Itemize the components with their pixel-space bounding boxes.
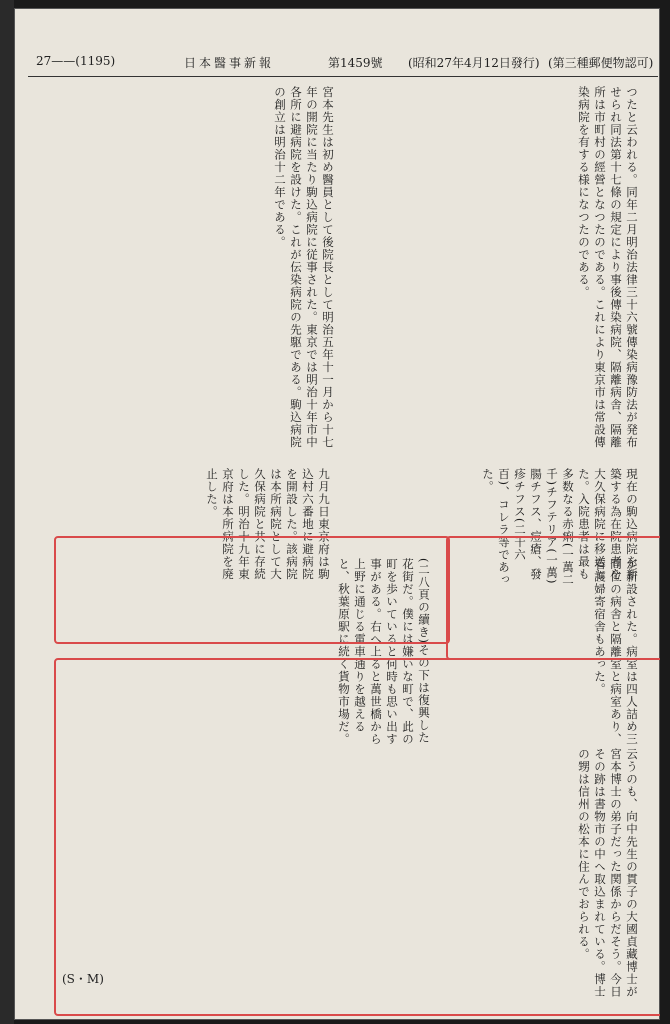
text-block-4-content: 現在の駒込病院を新築する為在院患者を大久保病院に移送した。入院患者は最も多数なる赤痢(一萬二千)チフテリア(一萬)腸チフス、痘瘡、發疹チフス(二千六百)、コレラ等であった。: [481, 468, 639, 586]
red-annotation-box: [446, 536, 660, 660]
red-annotation-box: [54, 536, 450, 644]
text-block-6-content: が新設された。病室は四人詰め三間位の病舎と隔離室と病室あり、看護婦寄宿舎もあった。: [593, 558, 639, 746]
journal-title: 日本醫事新報: [184, 56, 275, 70]
newspaper-page: [14, 8, 660, 1020]
page-header: [28, 46, 658, 77]
text-block-2-content: つたと云われる。同年二月明治法律三十六號傳染病豫防法が発布せられ同法第十七條の規定により事後傳染病院、隔離病舎、隔離所は市町村の經營となつたのである。これにより東京市は常設傳染病院を有する様になつたのである。: [577, 86, 639, 449]
page-gutter-shadow: [0, 0, 14, 1024]
text-block-7-content: 云うのも、向中先生の貫子の大國貞藏博士が宮本博士の弟子だった関係からだそう。今日その跡は書物市の中へ取込まれている。博士の甥は信州の松本に住んでおられる。: [577, 748, 639, 998]
page-number: 27——(1195): [36, 54, 116, 68]
issue-number: 第1459號: [328, 56, 383, 70]
text-block-5-content: (二八頁の續き)その下は復興した花街だ。僕には嫌いな町で、此の町を歩いていると何時も思い出す事がある。右へ上ると萬世橋から上野に通じる電車通りを越えると、秋葉原駅に続く貨物市場だ。: [337, 558, 431, 746]
text-block-1-content: 宮本先生は初め醫員として後院長として明治五年十一月から十七年の開院に当たり駒込病院に従事された。東京では明治十年市中各所に避病院を設けた。これが伝染病院の先駆である。駒込病院の創立は明治十二年である。: [273, 86, 335, 449]
author-signature: (S・M): [62, 972, 104, 986]
text-block-3-content: 九月九日東京府は駒込村六番地に避病院を開設した。該病院は本所病院として大久保病院と共に存続した。明治十九年東京府は本所病院を廃止した。: [205, 468, 331, 581]
text-block-2: [344, 86, 640, 456]
issue-date: (昭和27年4月12日發行): [408, 56, 540, 70]
red-annotation-box: [54, 658, 660, 1016]
text-block-1: [42, 86, 336, 456]
mail-notice: (第三種郵便物認可): [548, 56, 654, 70]
